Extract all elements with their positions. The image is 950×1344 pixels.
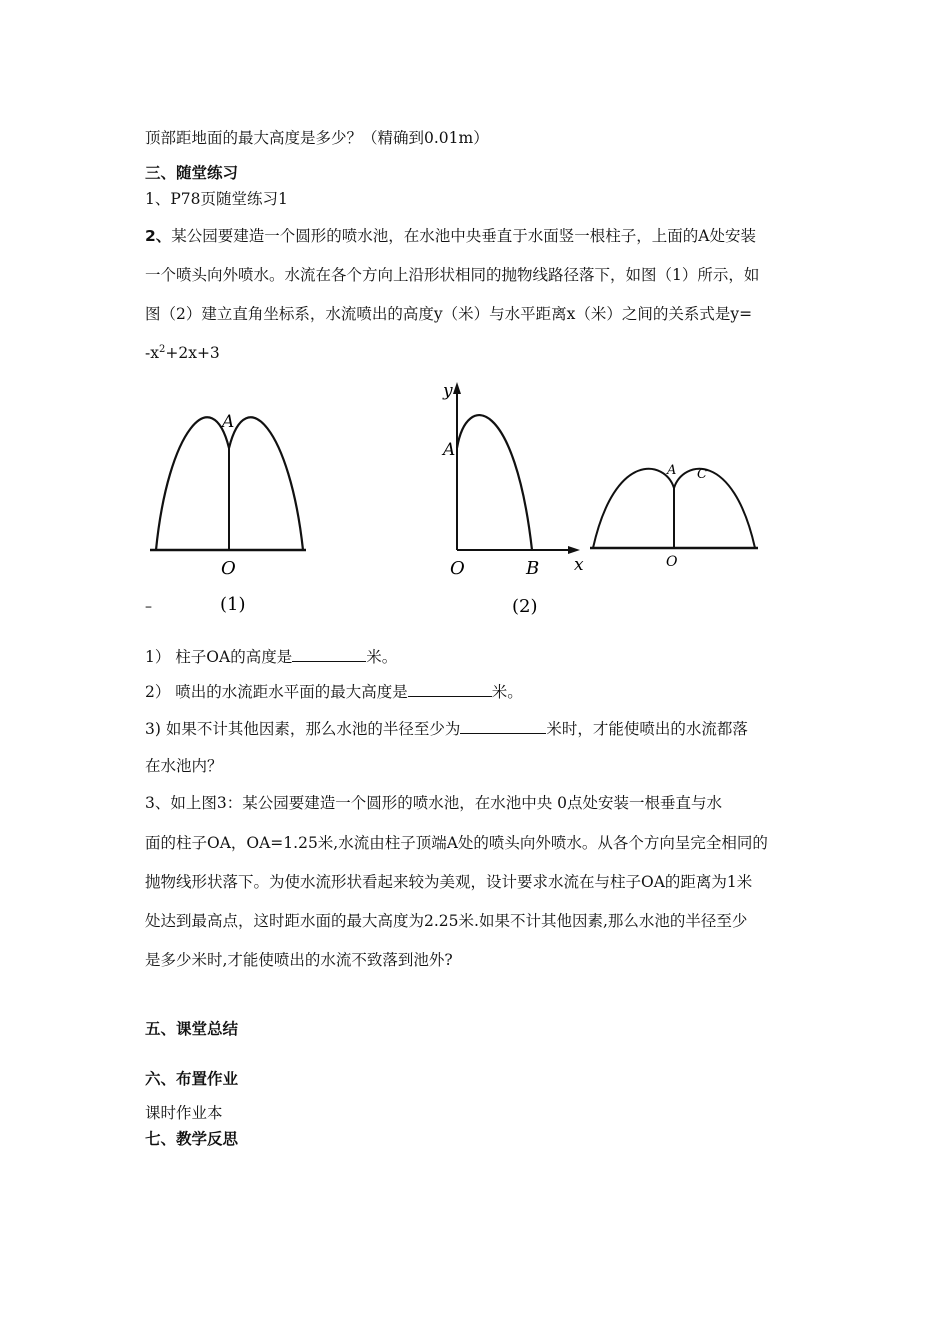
homework-text: 课时作业本 xyxy=(145,1104,223,1122)
fig2-label-y: y xyxy=(443,381,453,401)
sub-question-1-text: 1） 柱子OA的高度是 xyxy=(145,648,293,666)
fig2-parabola xyxy=(457,415,532,550)
question-2-number: 2、 xyxy=(145,227,172,245)
fig3-right-parabola xyxy=(674,469,755,548)
fig3-label-c: C xyxy=(697,467,707,482)
figure-2 xyxy=(441,381,584,617)
fig1-label-o: O xyxy=(221,558,236,579)
question-3-line-2: 面的柱子OA，OA=1.25米,水流由柱子顶端A处的喷头向外喷水。从各个方向呈完全相同的 xyxy=(145,834,768,852)
sub-question-2 xyxy=(145,680,523,702)
formula-prefix: -x xyxy=(145,344,159,362)
sub-question-3 xyxy=(145,717,748,739)
top-question-line: 顶部距地面的最大高度是多少？（精确到0.01m） xyxy=(145,129,489,147)
question-3-line-3: 抛物线形状落下。为使水流形状看起来较为美观，设计要求水流在与柱子OA的距离为1米 xyxy=(145,873,753,891)
section-6-heading: 六、布置作业 xyxy=(145,1070,239,1088)
fig2-label-o: O xyxy=(450,558,465,579)
fig2-label-b: B xyxy=(526,558,540,579)
section-7-heading: 七、教学反思 xyxy=(145,1130,239,1148)
formula-suffix: +2x+3 xyxy=(165,344,220,362)
question-1: 1、P78页随堂练习1 xyxy=(145,190,288,208)
section-3-heading: 三、随堂练习 xyxy=(145,164,239,182)
question-2-line-3: 图（2）建立直角坐标系，水流喷出的高度y（米）与水平距离x（米）之间的关系式是y= xyxy=(145,305,753,323)
formula-exponent: 2 xyxy=(158,343,166,355)
sub-question-1 xyxy=(145,645,397,667)
question-2-line-1 xyxy=(145,226,756,246)
question-2-formula xyxy=(145,343,220,363)
answer-blank-1[interactable] xyxy=(292,645,366,662)
fig3-left-parabola xyxy=(593,469,674,548)
fig1-label-a: A xyxy=(222,412,235,432)
question-2-line-2: 一个喷头向外喷水。水流在各个方向上沿形状相同的抛物线路径落下，如图（1）所示，如 xyxy=(145,266,760,284)
fig2-caption: (2) xyxy=(512,596,538,617)
question-2-text-1: 某公园要建造一个圆形的喷水池，在水池中央垂直于水面竖一根柱子，上面的A处安装 xyxy=(171,227,756,245)
fig-dash: – xyxy=(145,599,152,615)
fig3-label-o: O xyxy=(666,554,678,570)
fig1-right-parabola xyxy=(229,417,303,550)
sub-question-1-unit: 米。 xyxy=(366,648,398,666)
fig2-label-a: A xyxy=(443,440,456,460)
question-3-line-1: 3、如上图3：某公园要建造一个圆形的喷水池，在水池中央 0点处安装一根垂直与水 xyxy=(145,794,723,812)
figure-3 xyxy=(590,463,758,570)
sub-question-2-text: 2） 喷出的水流距水平面的最大高度是 xyxy=(145,683,408,701)
sub-question-3-text: 3) 如果不计其他因素，那么水池的半径至少为 xyxy=(145,720,461,738)
fig1-caption: (1) xyxy=(220,594,246,615)
fig1-left-parabola xyxy=(156,417,229,550)
fig2-label-x: x xyxy=(574,555,584,575)
question-3-line-4: 处达到最高点，这时距水面的最大高度为2.25米.如果不计其他因素,那么水池的半径至少 xyxy=(145,912,748,930)
sub-question-2-unit: 米。 xyxy=(491,683,523,701)
sub-question-3-line-2: 在水池内？ xyxy=(145,757,223,775)
question-3-line-5: 是多少米时,才能使喷出的水流不致落到池外? xyxy=(145,951,453,969)
fig3-label-a: A xyxy=(667,463,677,478)
figures xyxy=(0,370,950,630)
fig2-y-arrow xyxy=(453,382,461,394)
section-5-heading: 五、课堂总结 xyxy=(145,1020,239,1038)
fig2-x-arrow xyxy=(568,546,580,554)
sub-question-3-text-2: 米时，才能使喷出的水流都落 xyxy=(546,720,748,738)
answer-blank-3[interactable] xyxy=(460,717,546,734)
answer-blank-2[interactable] xyxy=(408,680,492,697)
figure-1 xyxy=(145,412,306,615)
